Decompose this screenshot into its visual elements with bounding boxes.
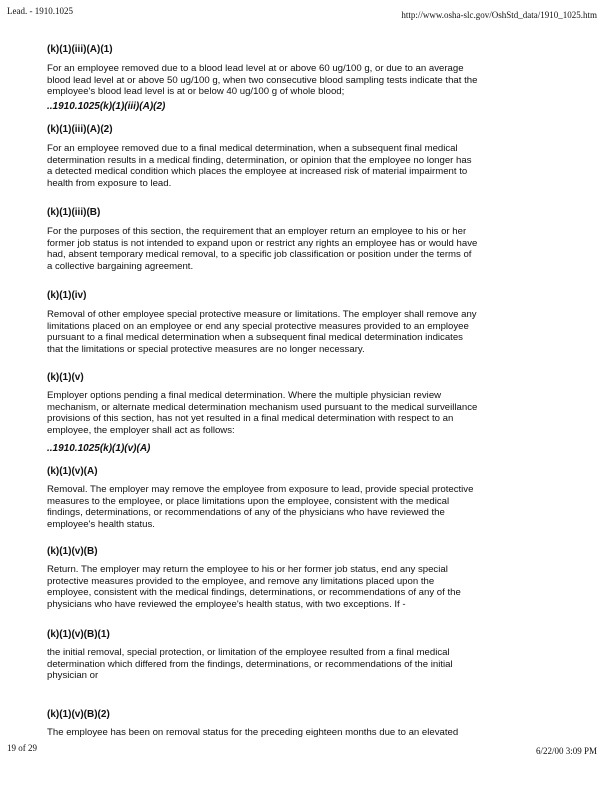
paragraph-line: findings, determinations, or recommendations of any of the physicians who have reviewed the: [47, 507, 445, 519]
section-paragraph: [47, 727, 597, 739]
section-heading: (k)(1)(v)(B)(1): [47, 629, 110, 640]
section-paragraph: [47, 63, 597, 98]
section-heading: (k)(1)(v)(B)(2): [47, 709, 110, 720]
paragraph-line: the initial removal, special protection, or limitation of the employee resulted from a final medical: [47, 647, 450, 658]
section-paragraph: [47, 647, 597, 682]
paragraph-line: Return. The employer may return the employee to his or her former job status, end any special: [47, 564, 448, 575]
section-anchor-reference: ..1910.1025(k)(1)(iii)(A)(2): [47, 101, 166, 112]
paragraph-line: blood lead level at or above 50 ug/100 g, when two consecutive blood sampling tests indicate that the: [47, 74, 478, 86]
section-paragraph: [47, 309, 597, 355]
paragraph-line: Removal. The employer may remove the employee from exposure to lead, provide special protective: [47, 484, 474, 495]
paragraph-line: physicians who have reviewed the employee's health status, with two exceptions. If -: [47, 598, 406, 610]
paragraph-line: provisions of this section, has not yet resulted in a final medical determination with respect to an: [47, 413, 454, 425]
section-heading: (k)(1)(iii)(A)(2): [47, 124, 113, 135]
paragraph-line: mechanism, or alternate medical determination mechanism used pursuant to the medical surveillance: [47, 401, 478, 413]
paragraph-line: had, absent temporary medical removal, to a specific job classification or position under the terms of: [47, 249, 472, 261]
paragraph-line: employee, consistent with the medical findings, determinations, or recommendations of any of the: [47, 587, 461, 599]
paragraph-line: protective measures provided to the employee, and remove any limitations placed upon the: [47, 575, 435, 587]
paragraph-line: that the limitations or special protective measures are no longer necessary.: [47, 343, 365, 355]
section-paragraph: [47, 484, 597, 530]
paragraph-line: For an employee removed due to a blood lead level at or above 60 ug/100 g, or due to an average: [47, 63, 464, 74]
paragraph-line: former job status is not intended to expand upon or restrict any rights an employee has or would have: [47, 237, 478, 249]
paragraph-line: limitations placed on an employee or end any special protective measures provided to an employee: [47, 320, 469, 332]
paragraph-line: determination which differed from the findings, determinations, or recommendations of the initial: [47, 658, 453, 670]
section-heading: (k)(1)(iii)(B): [47, 207, 101, 218]
paragraph-line: Removal of other employee special protective measure or limitations. The employer shall remove any: [47, 309, 477, 320]
section-anchor-reference: ..1910.1025(k)(1)(v)(A): [47, 443, 151, 454]
section-heading: (k)(1)(iv): [47, 290, 87, 301]
page-url: http://www.osha-slc.gov/OshStd_data/1910_1025.htm: [401, 10, 597, 20]
paragraph-line: a detected medical condition which places the employee at increased risk of material impairment to: [47, 166, 468, 178]
paragraph-line: employee's health status.: [47, 518, 155, 530]
print-datetime: 6/22/00 3:09 PM: [535, 746, 597, 756]
section-heading: (k)(1)(v)(B): [47, 546, 98, 557]
paragraph-line: The employee has been on removal status for the preceding eighteen months due to an elevated: [47, 727, 459, 738]
paragraph-line: determination results in a medical finding, determination, or opinion that the employee no longer has: [47, 154, 472, 166]
paragraph-line: For the purposes of this section, the requirement that an employer return an employee to his or her: [47, 226, 467, 237]
paragraph-line: employee's blood lead level is at or below 40 ug/100 g of whole blood;: [47, 86, 345, 98]
paragraph-line: a collective bargaining agreement.: [47, 260, 194, 272]
section-paragraph: [47, 143, 597, 189]
paragraph-line: pursuant to a final medical determination when a subsequent final medical determination indicates: [47, 332, 463, 344]
paragraph-line: measures to the employee, or place limitations upon the employee, consistent with the medical: [47, 495, 450, 507]
page-number: 19 of 29: [7, 743, 37, 753]
section-paragraph: [47, 226, 597, 272]
section-heading: (k)(1)(v)(A): [47, 466, 98, 477]
paragraph-line: Employer options pending a final medical determination. Where the multiple physician review: [47, 390, 442, 401]
paragraph-line: health from exposure to lead.: [47, 177, 172, 189]
paragraph-line: physician or: [47, 670, 99, 682]
section-heading: (k)(1)(iii)(A)(1): [47, 44, 113, 55]
section-paragraph: [47, 564, 597, 610]
document-title: Lead. - 1910.1025: [7, 6, 73, 16]
section-paragraph: [47, 390, 597, 436]
section-heading: (k)(1)(v): [47, 372, 84, 383]
paragraph-line: employee, the employer shall act as follows:: [47, 424, 235, 436]
paragraph-line: For an employee removed due to a final medical determination, when a subsequent final medical: [47, 143, 458, 154]
